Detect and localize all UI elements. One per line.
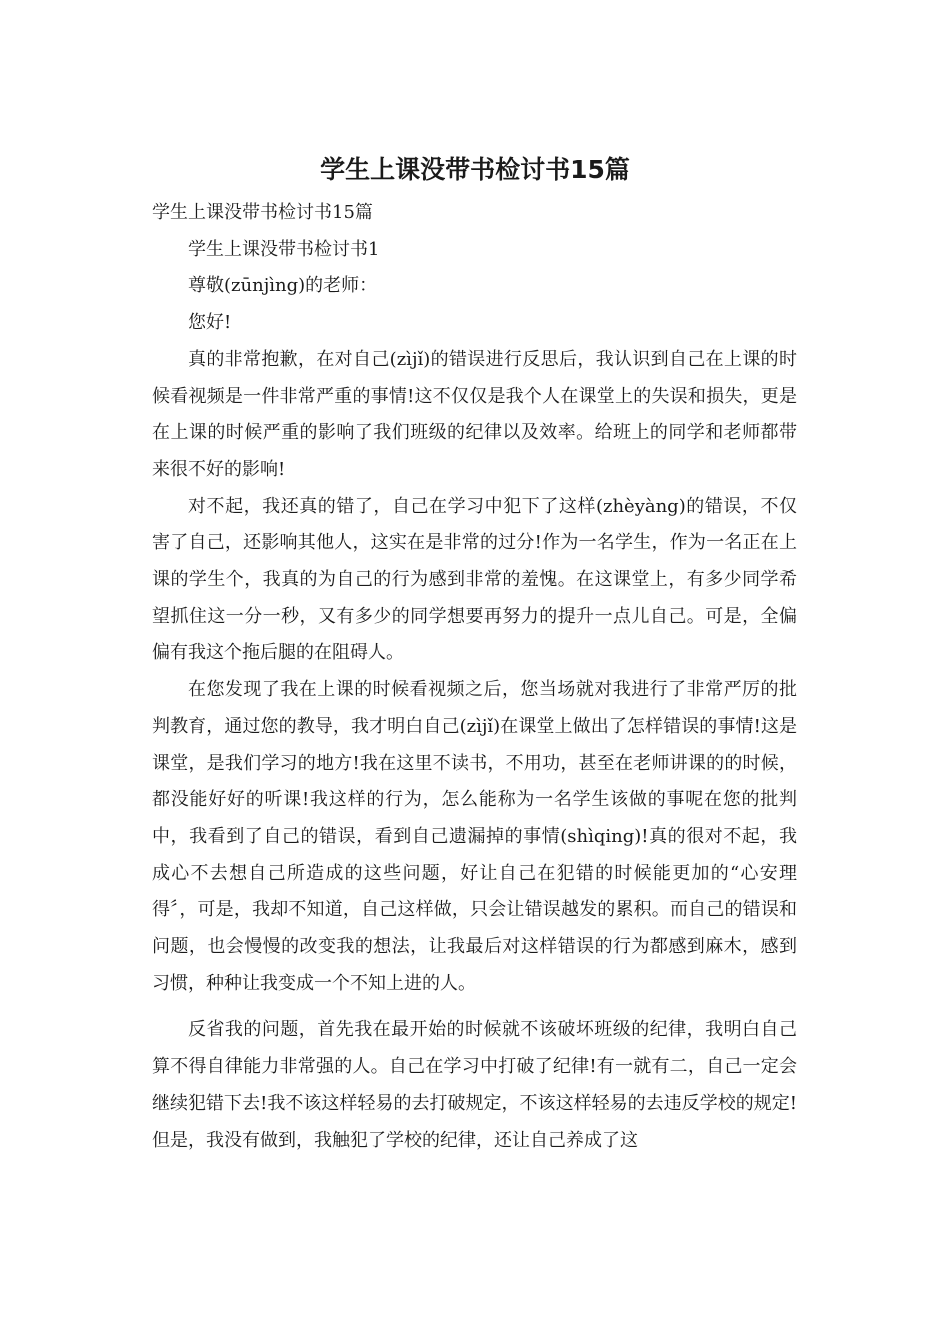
paragraph: 对不起，我还真的错了，自己在学习中犯下了这样(zhèyàng)的错误，不仅害了自己，还影响其他人，这实在是非常的过分!作为一名学生，作为一名正在上课的学生个，我真的为自己的行为感到非常的羞愧。在这课堂上，有多少同学希望抓住这一分一秒，又有多少的同学想要再努力的提升一点儿自己。可是，全偏偏有我这个拖后腿的在阻碍人。 <box>152 495 797 664</box>
paragraph: 真的非常抱歉，在对自己(zìjǐ)的错误进行反思后，我认识到自己在上课的时候看视频是一件非常严重的事情!这不仅仅是我个人在课堂上的失误和损失，更是在上课的时候严重的影响了我们班级的纪律以及效率。给班上的同学和老师都带来很不好的影响! <box>152 348 797 480</box>
paragraph: 反省我的问题，首先我在最开始的时候就不该破坏班级的纪律，我明白自己算不得自律能力非常强的人。自己在学习中打破了纪律!有一就有二，自己一定会继续犯错下去!我不该这样轻易的去打破规定，不该这样轻易的去违反学校的规定!但是，我没有做到，我触犯了学校的纪律，还让自己养成了这 <box>152 1019 797 1151</box>
salutation: 尊敬(zūnjìng)的老师： <box>188 275 378 297</box>
document-subtitle: 学生上课没带书检讨书15篇 <box>152 202 373 223</box>
greeting: 您好! <box>188 312 232 334</box>
document-body <box>152 195 797 1159</box>
paragraph: 在您发现了我在上课的时候看视频之后，您当场就对我进行了非常严厉的批判教育，通过您的教导，我才明白自己(zìjǐ)在课堂上做出了怎样错误的事情!这是课堂，是我们学习的地方!我在这里不读书，不用功，甚至在老师讲课的的时候，都没能好好的听课!我这样的行为，怎么能称为一名学生该做的事呢在您的批判中，我看到了自己的错误，看到自己遗漏掉的事情(shìqing)!真的很对不起，我成心不去想自己所造成的这些问题，好让自己在犯错的时候能更加的“心安理得〞，可是，我却不知道，自己这样做，只会让错误越发的累积。而自己的错误和问题，也会慢慢的改变我的想法，让我最后对这样错误的行为都感到麻木，感到习惯，种种让我变成一个不知上进的人。 <box>152 679 797 994</box>
document-title: 学生上课没带书检讨书15篇 <box>320 155 630 184</box>
section-heading: 学生上课没带书检讨书1 <box>188 238 380 260</box>
